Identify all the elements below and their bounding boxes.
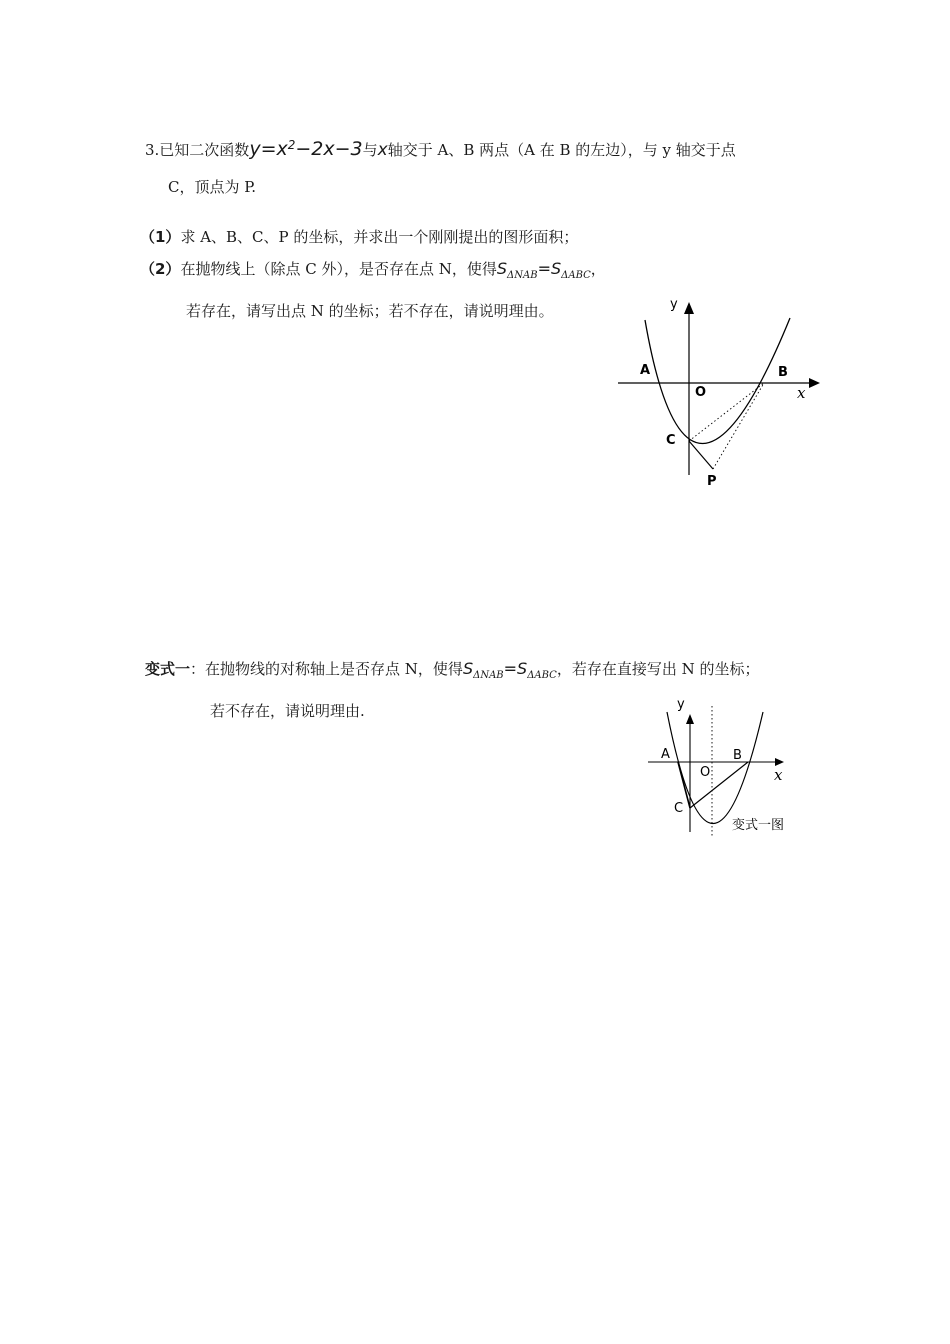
- question-1-number: （1）: [140, 228, 181, 246]
- variant-s2: S: [517, 659, 528, 678]
- variant-sub1: ΔNAB: [473, 670, 504, 681]
- area-s2: S: [550, 259, 562, 278]
- math-term2: −2: [295, 138, 324, 160]
- question-2-text: 在抛物线上（除点 C 外），是否存在点 N，使得: [180, 260, 497, 278]
- area-eq: =: [537, 259, 551, 278]
- figure-2-y-arrow: [686, 714, 694, 724]
- variant-text: 在抛物线的对称轴上是否存点 N，使得: [205, 660, 463, 678]
- figure-2-label-a: A: [661, 747, 670, 762]
- question-2-tail: ，: [590, 260, 606, 278]
- problem-mid: 与: [362, 141, 378, 159]
- math-x2: x: [323, 138, 335, 160]
- math-sup: 2: [287, 138, 296, 152]
- figure-2-segment-cb: [690, 762, 748, 808]
- figure-2-label-b: B: [733, 748, 742, 763]
- figure-2-caption: 变式一图: [732, 818, 785, 833]
- variant-eq: =: [503, 659, 518, 678]
- figure-1-label-x: x: [797, 384, 806, 402]
- figure-1-label-p: P: [707, 474, 717, 489]
- problem-line-2: C，顶点为 P.: [168, 178, 257, 196]
- figure-2-label-c: C: [674, 801, 684, 816]
- math-x: x: [276, 138, 288, 160]
- figure-1-label-b: B: [778, 365, 788, 380]
- variant-line-2: 若不存在，请说明理由.: [210, 702, 365, 720]
- figure-2-label-y: y: [677, 697, 685, 712]
- figure-1-label-a: A: [640, 363, 651, 378]
- figure-2-x-arrow: [775, 758, 784, 766]
- variant-title: 变式一: [145, 660, 191, 678]
- figure-1-label-o: O: [695, 385, 707, 400]
- math-xaxis: x: [377, 140, 388, 160]
- variant-s1: S: [462, 659, 474, 678]
- problem-suffix: 轴交于 A、B 两点（A 在 B 的左边），与 y 轴交于点: [387, 141, 736, 159]
- math-term3: −3: [334, 138, 363, 160]
- variant-sub2: ΔABC: [527, 670, 557, 681]
- math-eq: =: [260, 138, 277, 160]
- area-sub1: ΔNAB: [507, 270, 538, 281]
- math-y: y: [249, 138, 261, 160]
- figure-1-label-c: C: [666, 433, 676, 448]
- area-sub2: ΔABC: [561, 270, 591, 281]
- question-1-text: 求 A、B、C、P 的坐标，并求出一个刚刚提出的图形面积；: [180, 228, 579, 246]
- area-s1: S: [496, 259, 508, 278]
- figure-2-label-o: O: [700, 765, 711, 780]
- problem-prefix: 3.已知二次函数: [145, 141, 250, 159]
- question-2-line-2: 若存在，请写出点 N 的坐标；若不存在，请说明理由。: [186, 302, 554, 320]
- variant-colon: ：: [190, 660, 206, 678]
- variant-tail: ，若存在直接写出 N 的坐标；: [556, 660, 760, 678]
- figure-2-label-x: x: [774, 766, 783, 784]
- question-2-number: （2）: [140, 260, 181, 278]
- figure-1-label-y: y: [670, 297, 678, 312]
